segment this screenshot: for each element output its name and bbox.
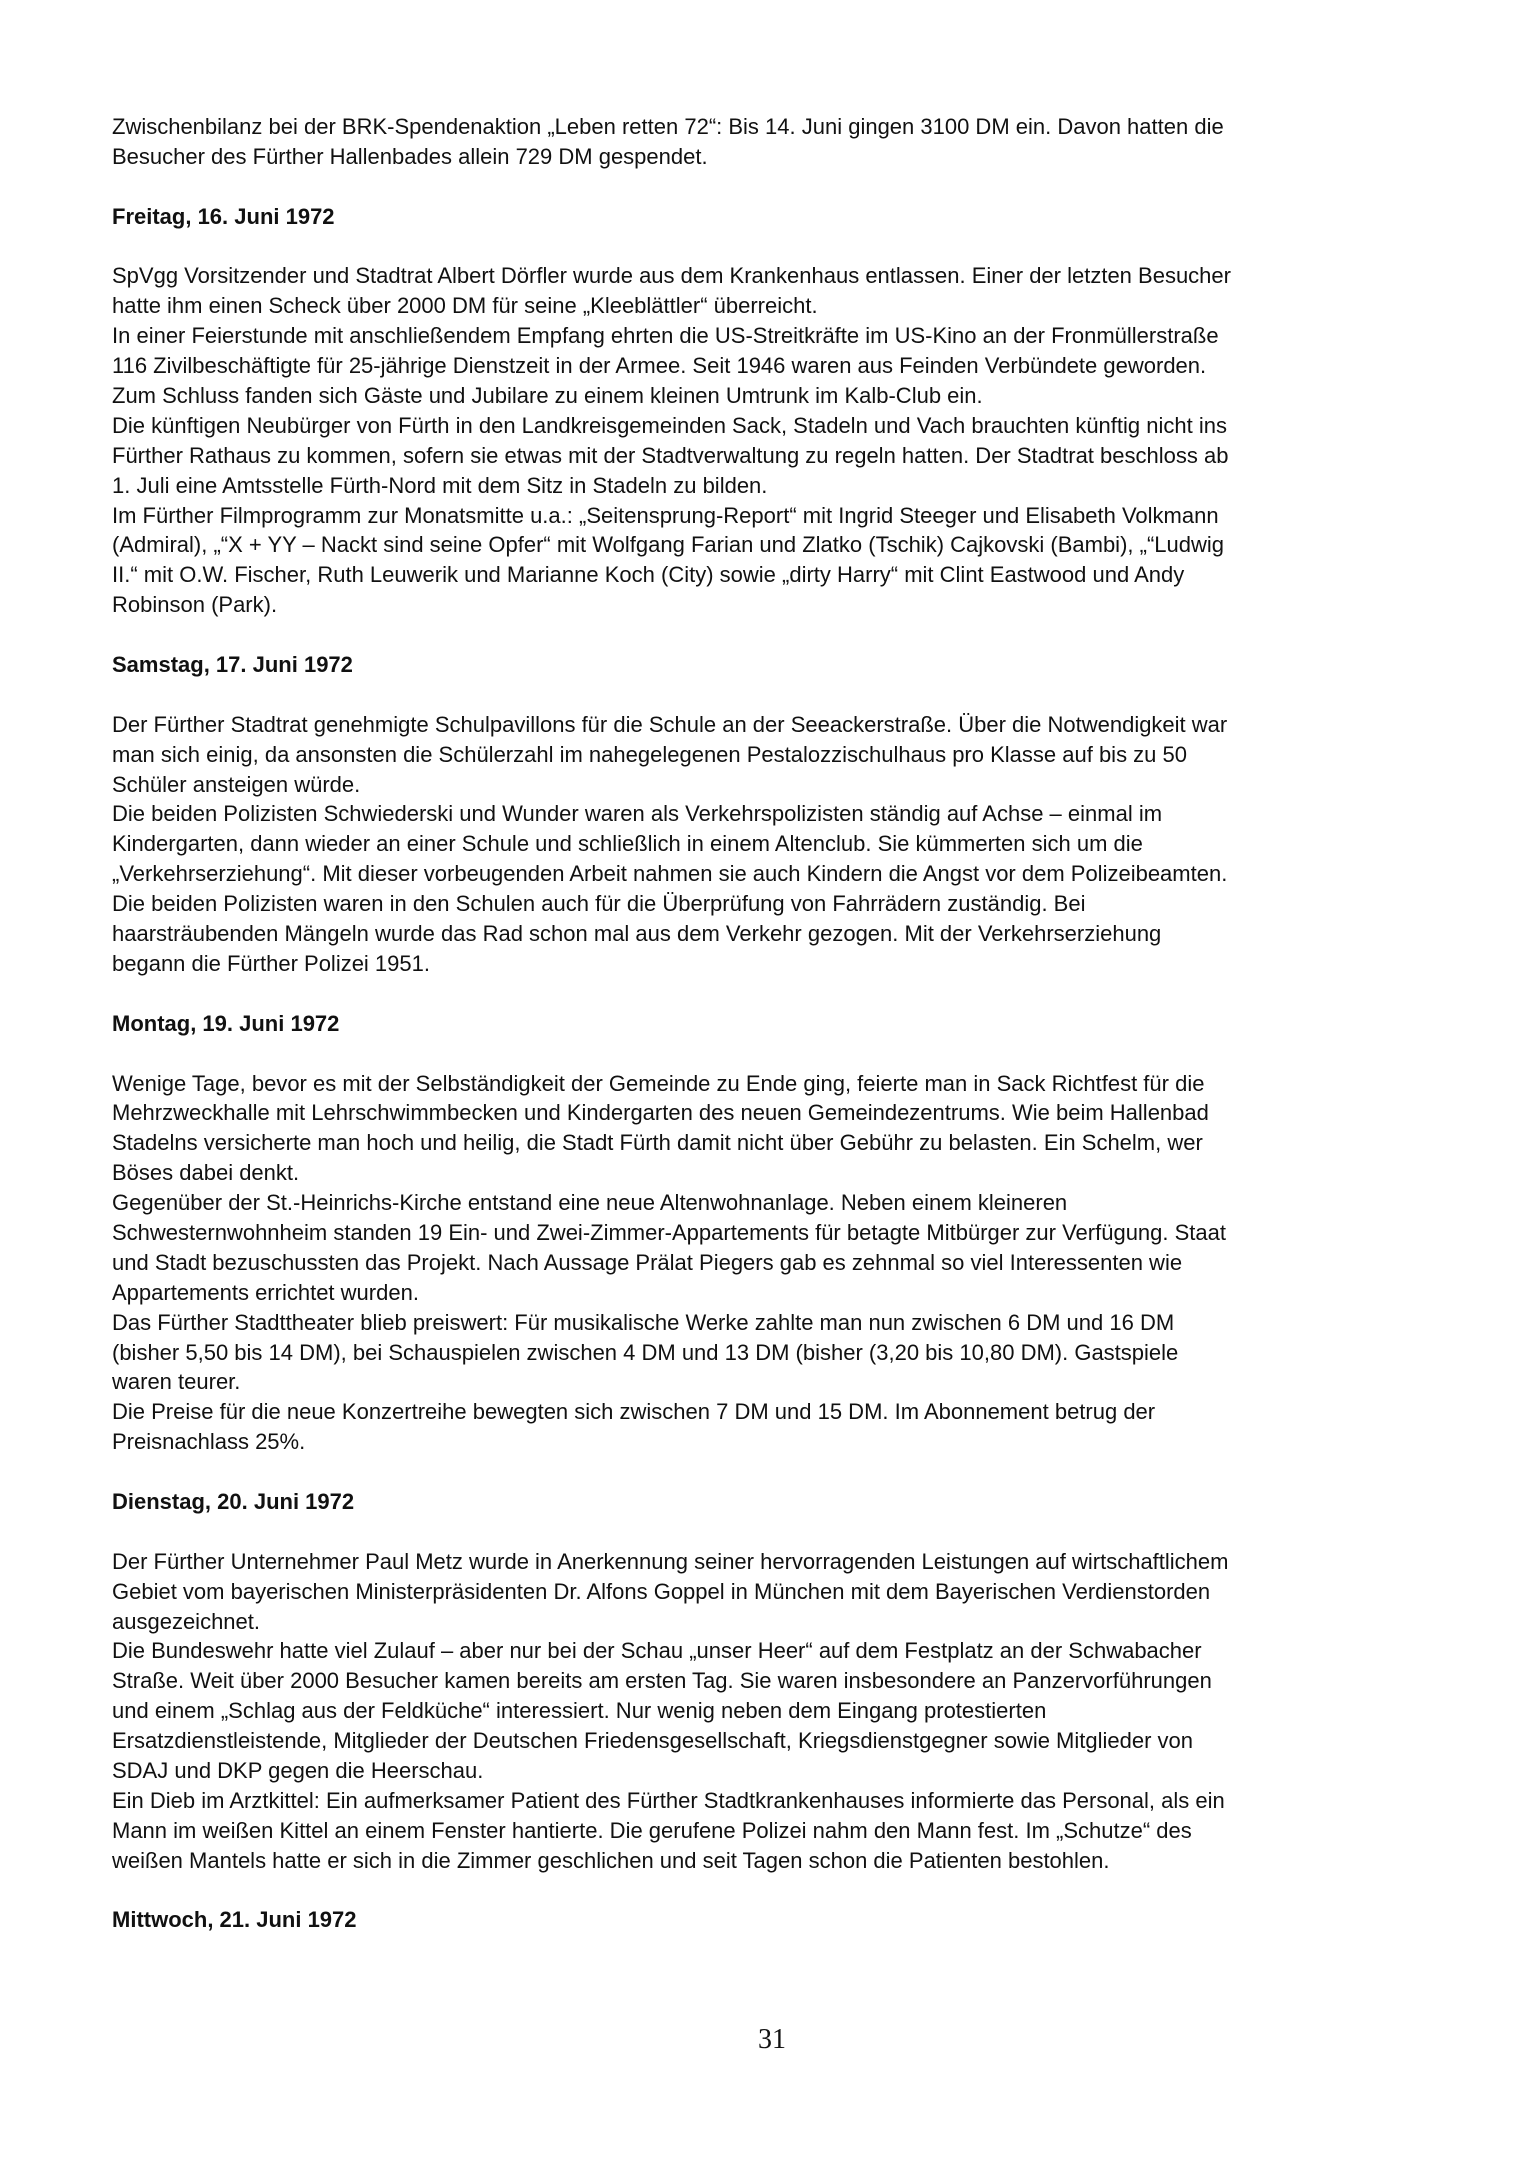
spacer <box>112 1876 1442 1906</box>
text-line: ausgezeichnet. <box>112 1608 260 1634</box>
date-heading: Dienstag, 20. Juni 1972 <box>112 1488 355 1514</box>
text-line: SDAJ und DKP gegen die Heerschau. <box>112 1757 484 1783</box>
spacer <box>112 1457 1442 1487</box>
spacer <box>112 172 1442 202</box>
text-line: weißen Mantels hatte er sich in die Zimmer geschlichen und seit Tagen schon die Patienten bestohlen. <box>112 1847 1110 1873</box>
text-line: Böses dabei denkt. <box>112 1160 300 1186</box>
text-line: Besucher des Fürther Hallenbades allein 729 DM gespendet. <box>112 143 708 169</box>
date-heading: Montag, 19. Juni 1972 <box>112 1010 340 1036</box>
page-number: 31 <box>758 2024 786 2055</box>
text-line: Gebiet vom bayerischen Ministerpräsidenten Dr. Alfons Goppel in München mit dem Bayerischen Verdienstorden <box>112 1578 1211 1604</box>
text-line: 116 Zivilbeschäftigte für 25-jährige Dienstzeit in der Armee. Seit 1946 waren aus Feinden Verbündete geworden. <box>112 353 1207 379</box>
text-line: Die beiden Polizisten waren in den Schulen auch für die Überprüfung von Fahrrädern zuständig. Bei <box>112 891 1086 917</box>
text-line: II.“ mit O.W. Fischer, Ruth Leuwerik und Marianne Koch (City) sowie „dirty Harry“ mit Clint Eastwood und Andy <box>112 562 1185 588</box>
spacer <box>112 620 1442 650</box>
text-line: Wenige Tage, bevor es mit der Selbständigkeit der Gemeinde zu Ende ging, feierte man in Sack Richtfest für die <box>112 1070 1205 1096</box>
text-line: Im Fürther Filmprogramm zur Monatsmitte u.a.: „Seitensprung-Report“ mit Ingrid Steeger und Elisabeth Volkmann <box>112 502 1219 528</box>
text-line: Fürther Rathaus zu kommen, sofern sie etwas mit der Stadtverwaltung zu regeln hatten. Der Stadtrat beschloss ab <box>112 442 1229 468</box>
text-line: Schwesternwohnheim standen 19 Ein- und Zwei-Zimmer-Appartements für betagte Mitbürger zur Verfügung. Staat <box>112 1219 1226 1245</box>
text-line: Der Fürther Stadtrat genehmigte Schulpavillons für die Schule an der Seeackerstraße. Über die Notwendigkeit war <box>112 711 1228 737</box>
text-line: Gegenüber der St.-Heinrichs-Kirche entstand eine neue Altenwohnanlage. Neben einem kleineren <box>112 1190 1068 1216</box>
text-line: Robinson (Park). <box>112 592 278 618</box>
text-line: Die Preise für die neue Konzertreihe bewegten sich zwischen 7 DM und 15 DM. Im Abonnement betrug der <box>112 1399 1156 1425</box>
text-line: man sich einig, da ansonsten die Schülerzahl im nahegelegenen Pestalozzischulhaus pro Klasse auf bis zu 50 <box>112 741 1188 767</box>
text-line: Stadelns versicherte man hoch und heilig, die Stadt Fürth damit nicht über Gebühr zu belasten. Ein Schelm, wer <box>112 1130 1203 1156</box>
date-heading: Samstag, 17. Juni 1972 <box>112 652 353 678</box>
date-heading: Mittwoch, 21. Juni 1972 <box>112 1907 357 1933</box>
spacer <box>112 232 1442 262</box>
text-line: Das Fürther Stadttheater blieb preiswert: Für musikalische Werke zahlte man nun zwischen 6 DM und 16 DM <box>112 1309 1175 1335</box>
text-line: begann die Fürther Polizei 1951. <box>112 950 430 976</box>
text-line: haarsträubenden Mängeln wurde das Rad schon mal aus dem Verkehr gezogen. Mit der Verkehrserziehung <box>112 921 1162 947</box>
text-line: Die künftigen Neubürger von Fürth in den Landkreisgemeinden Sack, Stadeln und Vach brauchten künftig nicht ins <box>112 412 1227 438</box>
text-line: Ein Dieb im Arztkittel: Ein aufmerksamer Patient des Fürther Stadtkrankenhauses informierte das Personal, als ein <box>112 1787 1225 1813</box>
text-line: SpVgg Vorsitzender und Stadtrat Albert Dörfler wurde aus dem Krankenhaus entlassen. Einer der letzten Besucher <box>112 263 1231 289</box>
text-line: Kindergarten, dann wieder an einer Schule und schließlich in einem Altenclub. Sie kümmerten sich um die <box>112 831 1143 857</box>
text-line: (bisher 5,50 bis 14 DM), bei Schauspielen zwischen 4 DM und 13 DM (bisher (3,20 bis 10,80 DM). Gastspiele <box>112 1339 1179 1365</box>
text-line: (Admiral), „“X + YY – Nackt sind seine Opfer“ mit Wolfgang Farian und Zlatko (Tschik) Cajkovski (Bambi), „“Ludwig <box>112 532 1224 558</box>
spacer <box>112 680 1442 710</box>
spacer <box>112 1517 1442 1547</box>
text-line: Die Bundeswehr hatte viel Zulauf – aber nur bei der Schau „unser Heer“ auf dem Festplatz an der Schwabacher <box>112 1638 1202 1664</box>
date-heading: Freitag, 16. Juni 1972 <box>112 203 335 229</box>
text-line: Die beiden Polizisten Schwiederski und Wunder waren als Verkehrspolizisten ständig auf Achse – einmal im <box>112 801 1163 827</box>
spacer <box>112 1039 1442 1069</box>
text-line: Appartements errichtet wurden. <box>112 1279 419 1305</box>
text-line: Preisnachlass 25%. <box>112 1429 306 1455</box>
text-line: und einem „Schlag aus der Feldküche“ interessiert. Nur wenig neben dem Eingang protestierten <box>112 1698 1047 1724</box>
text-line: Ersatzdienstleistende, Mitglieder der Deutschen Friedensgesellschaft, Kriegsdienstgegner sowie Mitglieder von <box>112 1728 1194 1754</box>
text-line: Schüler ansteigen würde. <box>112 771 361 797</box>
text-line: Straße. Weit über 2000 Besucher kamen bereits am ersten Tag. Sie waren insbesondere an Panzervorführungen <box>112 1668 1212 1694</box>
text-line: Zwischenbilanz bei der BRK-Spendenaktion „Leben retten 72“: Bis 14. Juni gingen 3100 DM ein. Davon hatten die <box>112 114 1224 139</box>
document-body <box>112 112 1442 1935</box>
text-line: hatte ihm einen Scheck über 2000 DM für seine „Kleeblättler“ überreicht. <box>112 293 818 319</box>
text-line: „Verkehrserziehung“. Mit dieser vorbeugenden Arbeit nahmen sie auch Kindern die Angst vor dem Polizeibeamten. <box>112 861 1228 887</box>
text-line: und Stadt bezuschussten das Projekt. Nach Aussage Prälat Piegers gab es zehnmal so viel Interessenten wie <box>112 1249 1183 1275</box>
text-line: waren teurer. <box>112 1369 241 1395</box>
text-line: 1. Juli eine Amtsstelle Fürth-Nord mit dem Sitz in Stadeln zu bilden. <box>112 472 768 498</box>
text-line: Zum Schluss fanden sich Gäste und Jubilare zu einem kleinen Umtrunk im Kalb-Club ein. <box>112 383 983 409</box>
text-line: Der Fürther Unternehmer Paul Metz wurde in Anerkennung seiner hervorragenden Leistungen auf wirtschaftlichem <box>112 1548 1229 1574</box>
text-line: Mehrzweckhalle mit Lehrschwimmbecken und Kindergarten des neuen Gemeindezentrums. Wie beim Hallenbad <box>112 1100 1209 1126</box>
text-line: In einer Feierstunde mit anschließendem Empfang ehrten die US-Streitkräfte im US-Kino an der Fronmüllerstraße <box>112 323 1219 349</box>
text-line: Mann im weißen Kittel an einem Fenster hantierte. Die gerufene Polizei nahm den Mann fest. Im „Schutze“ des <box>112 1817 1192 1843</box>
spacer <box>112 979 1442 1009</box>
